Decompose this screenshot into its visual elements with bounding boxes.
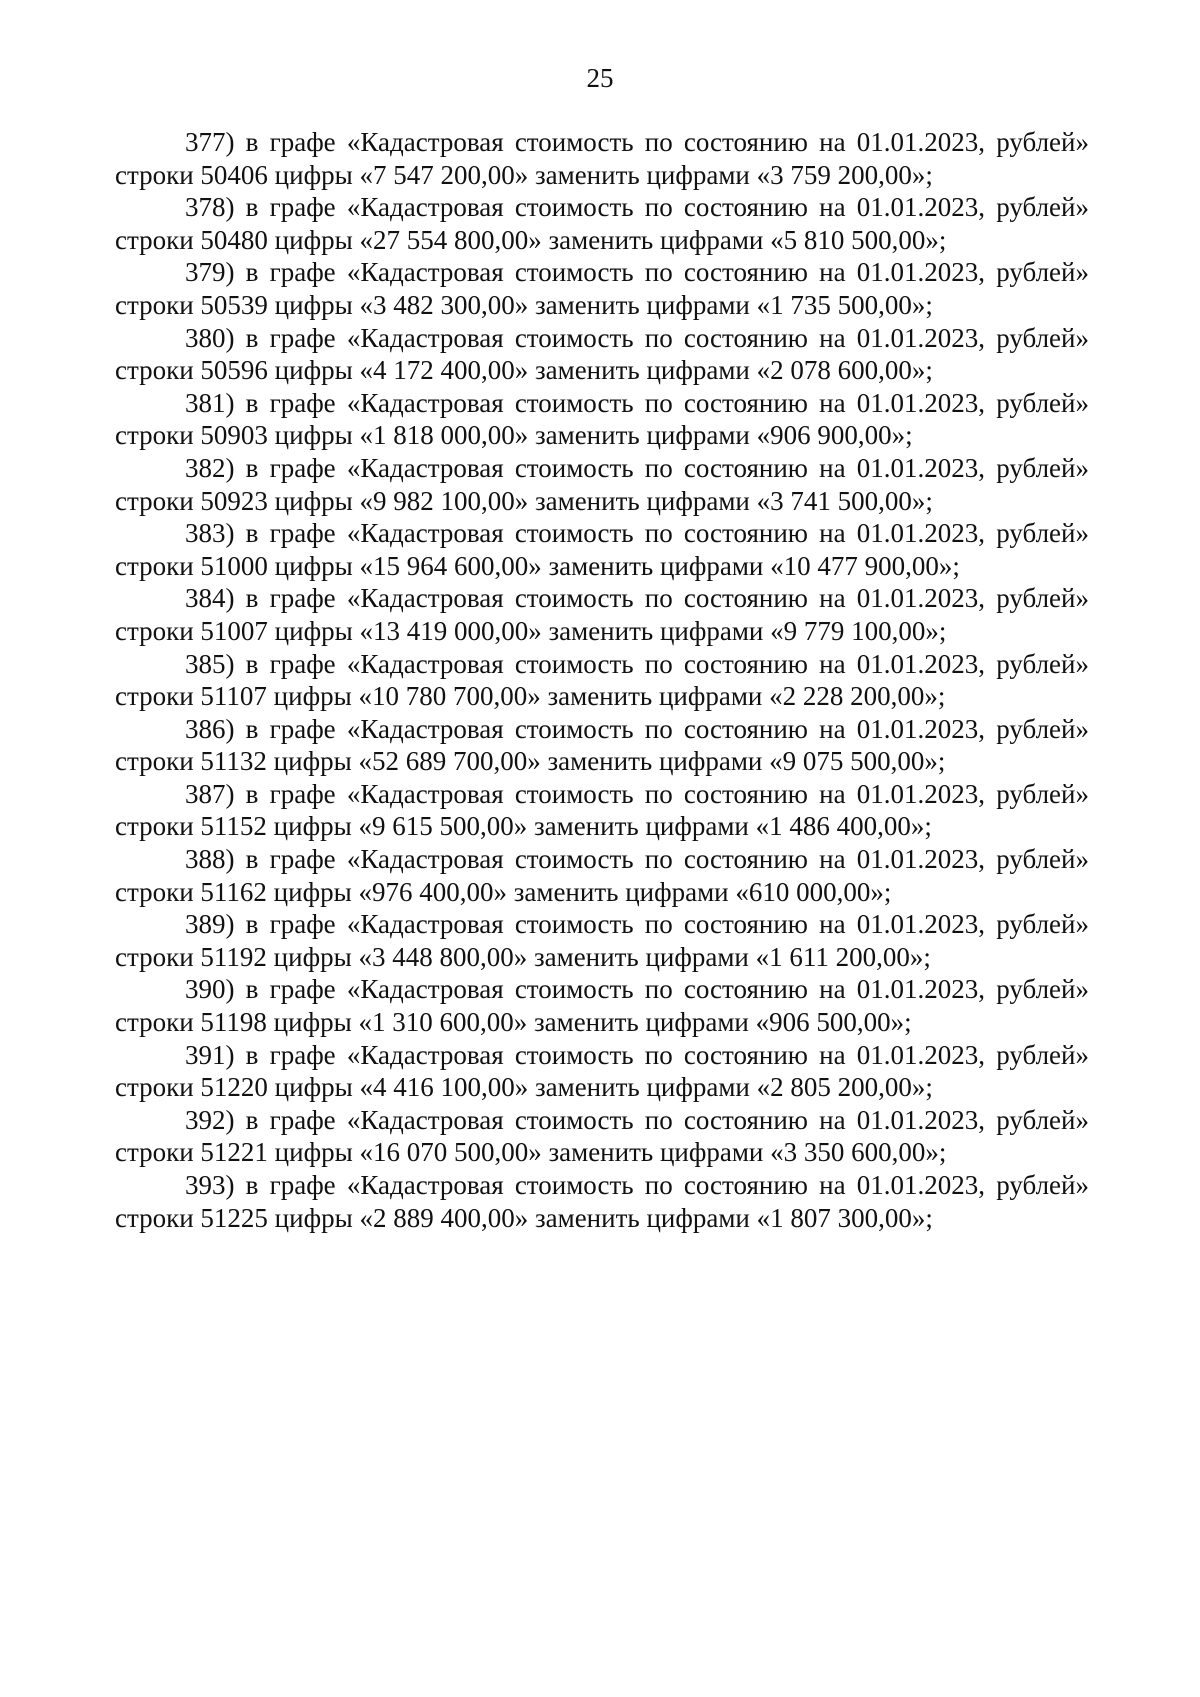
amendment-item-392: 392) в графе «Кадастровая стоимость по состоянию на 01.01.2023, рублей» строки 51221 цифры «16 070 500,00» заменить цифрами «3 350 600,00»; bbox=[115, 1104, 1089, 1168]
amendment-item-380: 380) в графе «Кадастровая стоимость по состоянию на 01.01.2023, рублей» строки 50596 цифры «4 172 400,00» заменить цифрами «2 078 600,00»; bbox=[115, 322, 1089, 386]
amendment-item-387: 387) в графе «Кадастровая стоимость по состоянию на 01.01.2023, рублей» строки 51152 цифры «9 615 500,00» заменить цифрами «1 486 400,00»; bbox=[115, 778, 1089, 842]
amendment-item-393: 393) в графе «Кадастровая стоимость по состоянию на 01.01.2023, рублей» строки 51225 цифры «2 889 400,00» заменить цифрами «1 807 300,00»; bbox=[115, 1170, 1089, 1233]
amendment-item-386: 386) в графе «Кадастровая стоимость по состоянию на 01.01.2023, рублей» строки 51132 цифры «52 689 700,00» заменить цифрами «9 075 500,00»; bbox=[115, 713, 1089, 777]
amendment-item-382: 382) в графе «Кадастровая стоимость по состоянию на 01.01.2023, рублей» строки 50923 цифры «9 982 100,00» заменить цифрами «3 741 500,00»; bbox=[115, 452, 1089, 516]
amendment-item-377: 377) в графе «Кадастровая стоимость по состоянию на 01.01.2023, рублей» строки 50406 цифры «7 547 200,00» заменить цифрами «3 759 200,00»; bbox=[115, 127, 1089, 190]
page-number: 25 bbox=[586, 63, 614, 93]
amendment-item-385: 385) в графе «Кадастровая стоимость по состоянию на 01.01.2023, рублей» строки 51107 цифры «10 780 700,00» заменить цифрами «2 228 200,00»; bbox=[115, 648, 1089, 712]
amendment-item-384: 384) в графе «Кадастровая стоимость по состоянию на 01.01.2023, рублей» строки 51007 цифры «13 419 000,00» заменить цифрами «9 779 100,00»; bbox=[115, 583, 1089, 646]
amendment-item-379: 379) в графе «Кадастровая стоимость по состоянию на 01.01.2023, рублей» строки 50539 цифры «3 482 300,00» заменить цифрами «1 735 500,00»; bbox=[115, 257, 1089, 320]
amendment-item-381: 381) в графе «Кадастровая стоимость по состоянию на 01.01.2023, рублей» строки 50903 цифры «1 818 000,00» заменить цифрами «906 900,00»; bbox=[115, 387, 1089, 451]
amendment-item-383: 383) в графе «Кадастровая стоимость по состоянию на 01.01.2023, рублей» строки 51000 цифры «15 964 600,00» заменить цифрами «10 477 900,00»; bbox=[115, 518, 1089, 581]
amendment-item-390: 390) в графе «Кадастровая стоимость по состоянию на 01.01.2023, рублей» строки 51198 цифры «1 310 600,00» заменить цифрами «906 500,00»; bbox=[115, 974, 1089, 1038]
amendment-item-378: 378) в графе «Кадастровая стоимость по состоянию на 01.01.2023, рублей» строки 50480 цифры «27 554 800,00» заменить цифрами «5 810 500,00»; bbox=[115, 192, 1089, 255]
amendment-item-389: 389) в графе «Кадастровая стоимость по состоянию на 01.01.2023, рублей» строки 51192 цифры «3 448 800,00» заменить цифрами «1 611 200,00»; bbox=[115, 909, 1089, 972]
amendment-item-388: 388) в графе «Кадастровая стоимость по состоянию на 01.01.2023, рублей» строки 51162 цифры «976 400,00» заменить цифрами «610 000,00»; bbox=[115, 844, 1089, 907]
amendment-list bbox=[115, 126, 1089, 1234]
amendment-item-391: 391) в графе «Кадастровая стоимость по состоянию на 01.01.2023, рублей» строки 51220 цифры «4 416 100,00» заменить цифрами «2 805 200,00»; bbox=[115, 1039, 1089, 1103]
